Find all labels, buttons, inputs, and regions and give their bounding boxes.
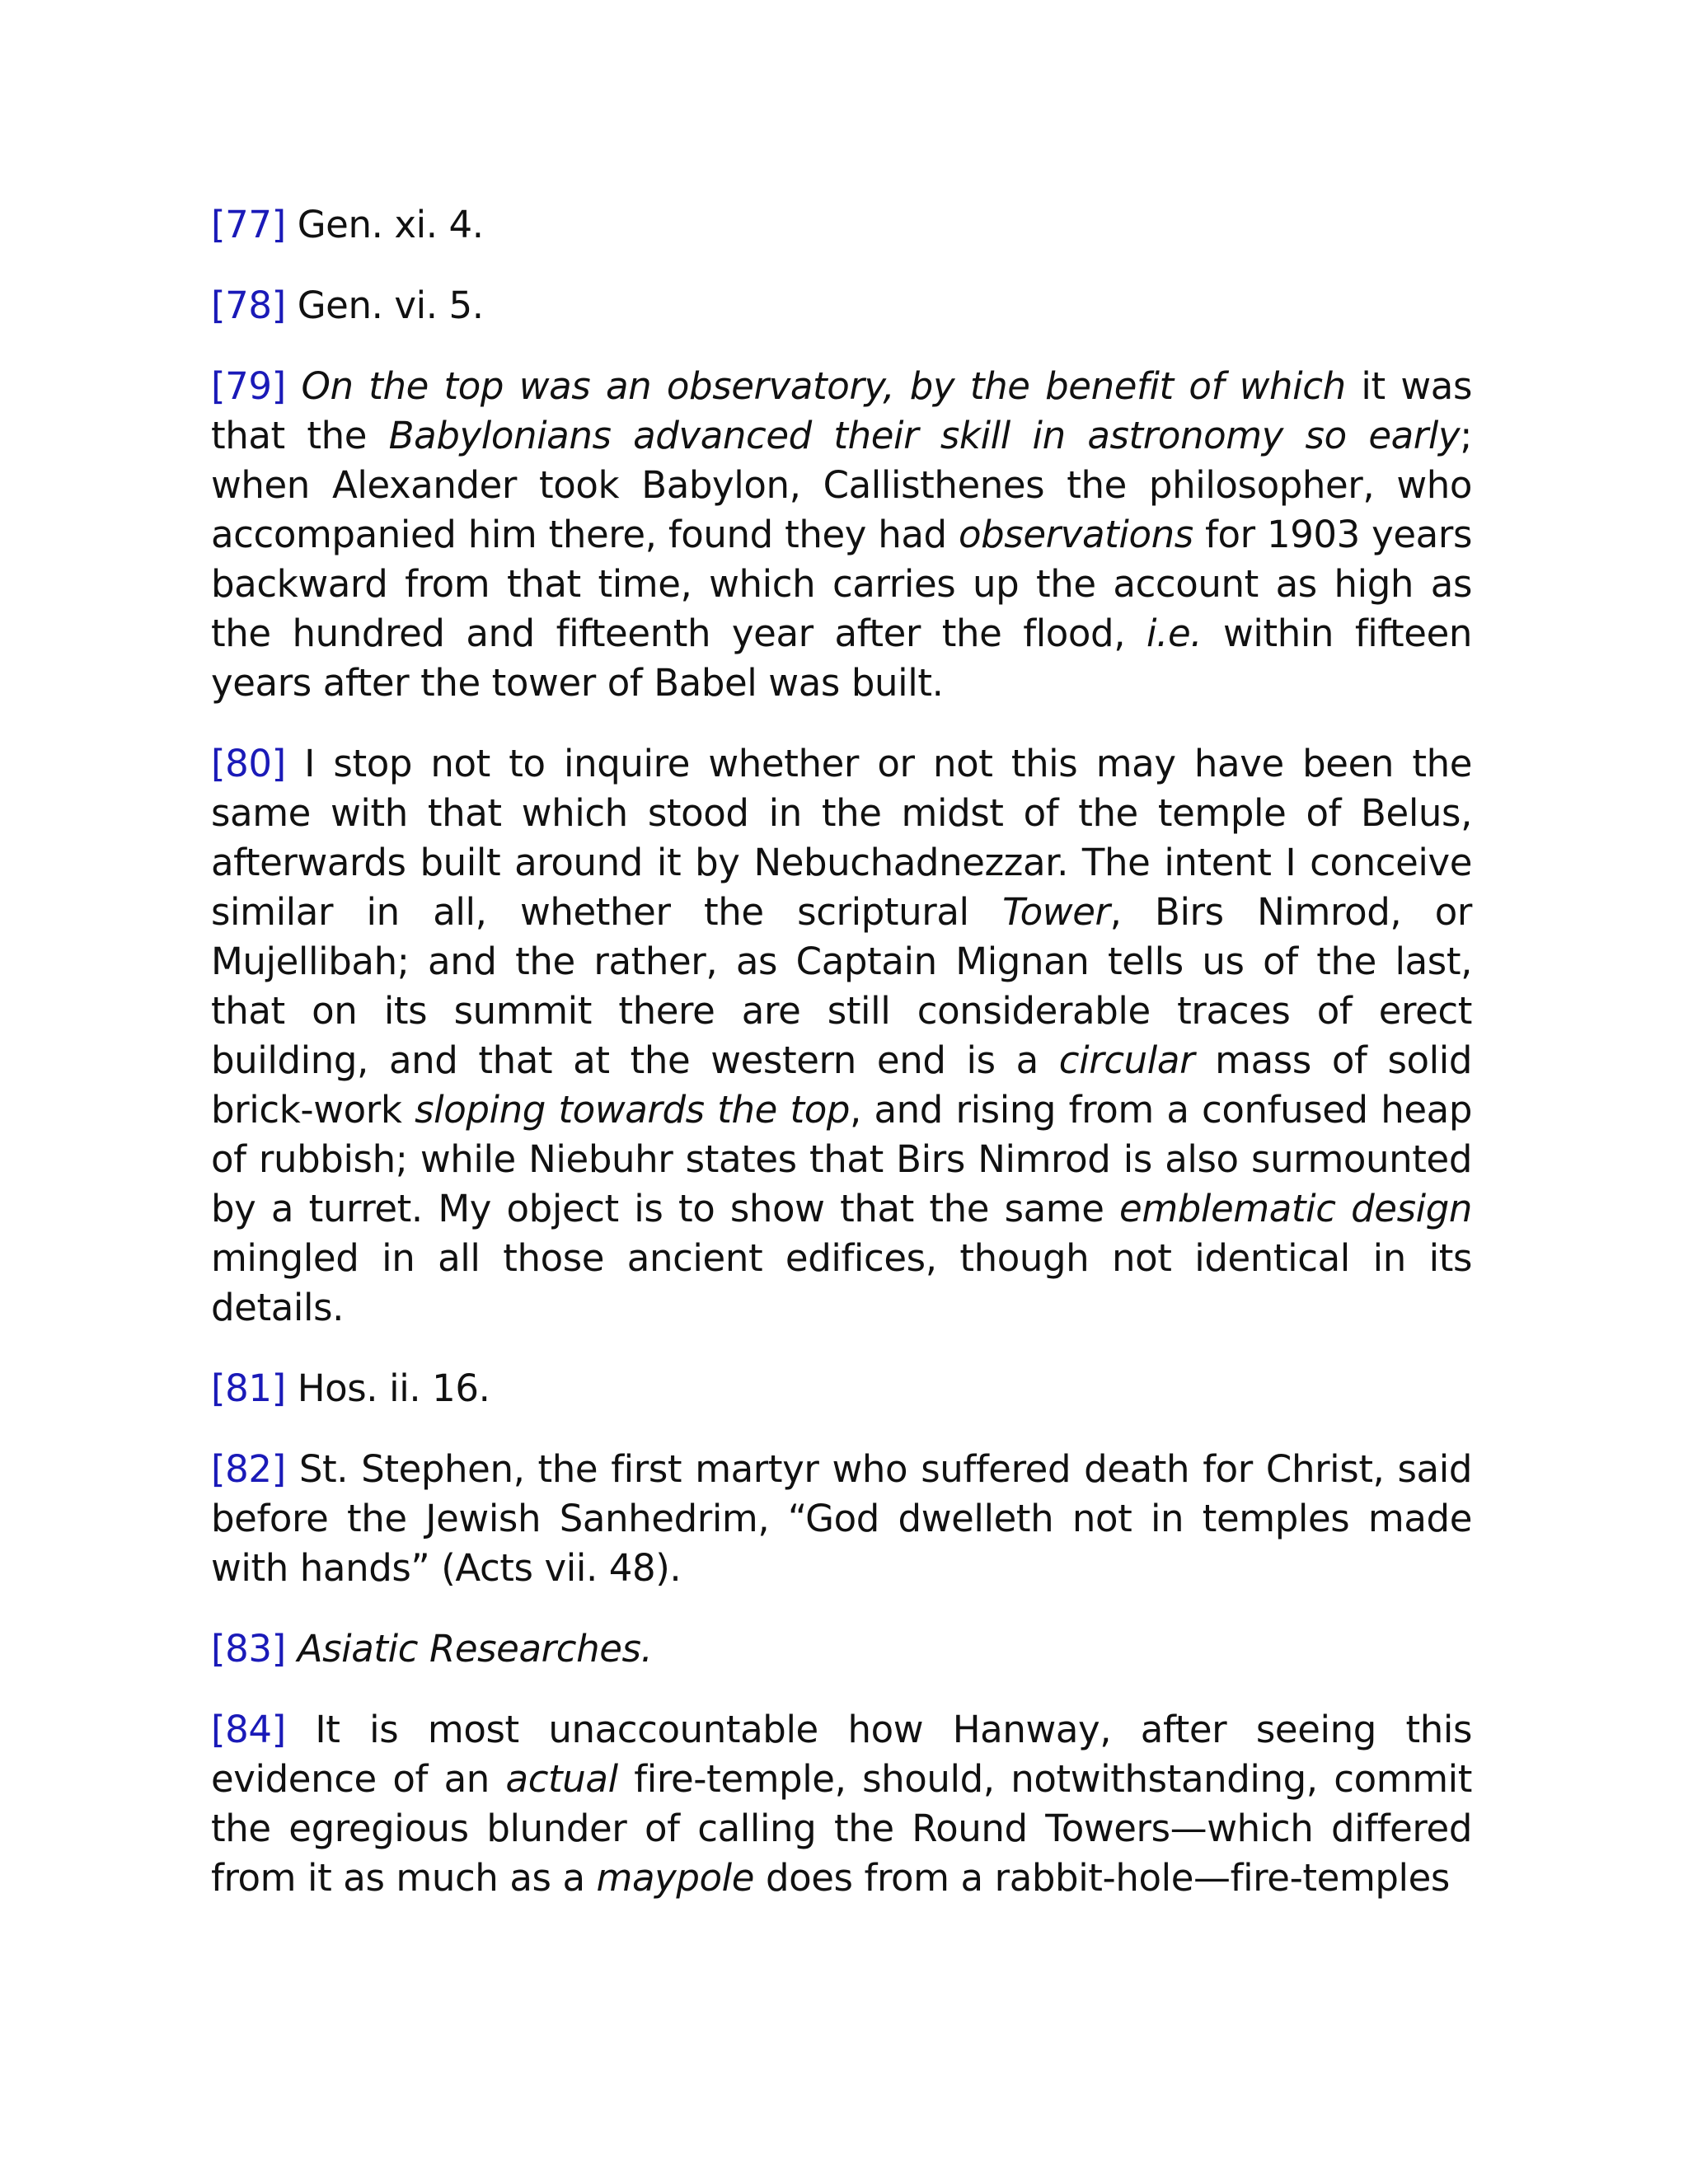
footnote-paragraph [211,281,1472,330]
footnote-paragraph [211,1624,1472,1674]
footnote-text: mingled in all those ancient edifices, though not identical in its details. [211,1236,1472,1329]
footnote-text: St. Stephen, the first martyr who suffered death for Christ, said before the Jewish Sanhedrim, “God dwelleth not in temples made with hands” (Acts vii. 48). [211,1447,1472,1590]
footnote-italic-text: actual [505,1757,618,1801]
footnote-paragraph [211,1364,1472,1413]
footnote-paragraph [211,362,1472,708]
footnote-italic-text: maypole [596,1856,755,1900]
footnote-text: , and rising from a confused heap of rubbish; while Niebuhr states that Birs Nimrod is also surmounted by a turret. My object is to show that the same [211,1088,1472,1230]
footnote-paragraph [211,1445,1472,1593]
footnote-text: It is most unaccountable how Hanway, after seeing this evidence of an [211,1708,1473,1801]
footnotes-page [211,200,1472,1934]
footnote-text: it was that the [211,364,1473,457]
footnote-text: mass of solid brick-work [211,1038,1472,1132]
footnote-text: , Birs Nimrod, or Mujellibah; and the rather, as Captain Mignan tells us of the last, that on its summit there are still considerable traces of erect building, and that at the western end is a [211,890,1472,1082]
footnote-ref-link[interactable]: [81] [211,1366,286,1410]
footnote-text: fire-temple, should, notwithstanding, commit the egregious blunder of calling the Round Towers—which differed from it as much as a [211,1757,1472,1900]
footnote-italic-text: Tower [1002,890,1110,934]
footnote-ref-link[interactable]: [84] [211,1708,286,1751]
footnote-text: ; when Alexander took Babylon, Callisthenes the philosopher, who accompanied him there, found they had [211,414,1473,556]
footnote-italic-text: emblematic design [1119,1187,1473,1230]
footnote-italic-text: sloping towards the top [415,1088,850,1132]
footnote-ref-link[interactable]: [80] [211,742,286,785]
footnote-italic-text: circular [1058,1038,1195,1082]
footnote-italic-text: Asiatic Researches. [297,1627,653,1671]
footnote-italic-text: observations [958,513,1193,556]
footnote-ref-link[interactable]: [79] [211,364,286,408]
footnote-text: Gen. vi. 5. [297,284,484,327]
footnote-text: within fifteen years after the tower of Babel was built. [211,612,1472,705]
footnote-paragraph [211,739,1472,1333]
footnote-text: for 1903 years backward from that time, which carries up the account as high as the hundred and fifteenth year after the flood, [211,513,1473,655]
footnote-italic-text: Babylonians advanced their skill in astronomy so early [388,414,1461,457]
footnote-italic-text: i.e. [1146,612,1203,655]
footnote-paragraph [211,200,1472,250]
footnote-text: Hos. ii. 16. [297,1366,490,1410]
footnote-text: I stop not to inquire whether or not this may have been the same with that which stood in the midst of the temple of Belus, afterwards built around it by Nebuchadnezzar. The intent I conceive similar in all, whether the scriptural [211,742,1473,934]
footnote-text: does from a rabbit-hole—fire-temples [754,1856,1450,1900]
footnote-text: Gen. xi. 4. [297,203,484,246]
footnote-ref-link[interactable]: [78] [211,284,286,327]
footnote-paragraph [211,1705,1472,1903]
footnote-italic-text: On the top was an observatory, by the benefit of which [301,364,1346,408]
footnote-ref-link[interactable]: [77] [211,203,286,246]
footnote-ref-link[interactable]: [82] [211,1447,286,1491]
footnote-ref-link[interactable]: [83] [211,1627,286,1671]
